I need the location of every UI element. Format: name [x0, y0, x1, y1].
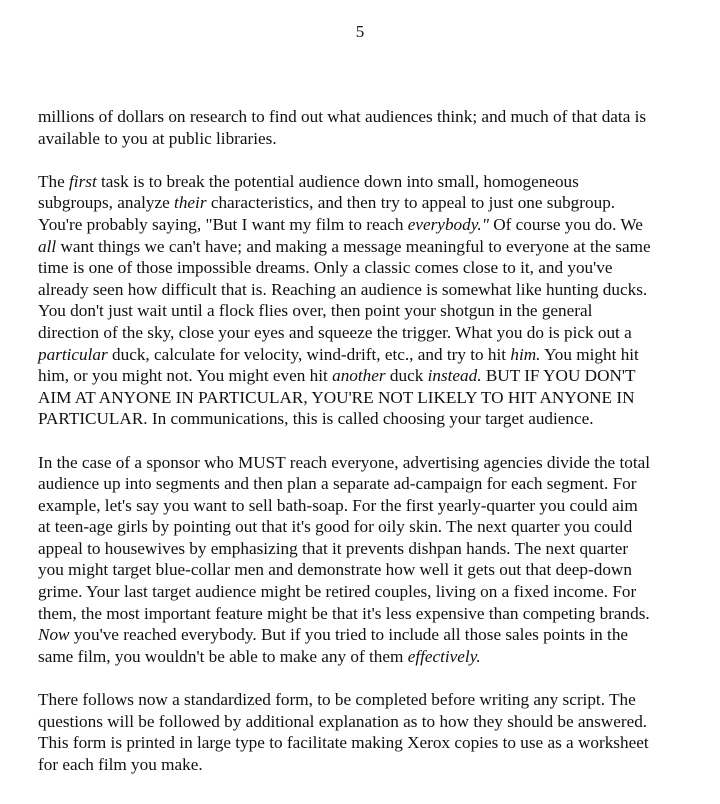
text-run: you've reached everybody. But if you tried to include all those sales points in the [69, 625, 629, 645]
paragraph [38, 106, 686, 149]
text-line [38, 473, 686, 495]
italic-text-run: particular [38, 344, 108, 364]
text-run: AIM AT ANYONE IN PARTICULAR, YOU'RE NOT LIKELY TO HIT ANYONE IN [38, 387, 635, 407]
paragraph [38, 689, 686, 775]
text-line [38, 408, 686, 430]
page-number: 5 [355, 22, 365, 41]
italic-text-run: their [174, 193, 207, 213]
italic-text-run: effectively. [407, 646, 481, 666]
text-run: Of course you do. We [488, 214, 643, 234]
text-line [38, 322, 686, 344]
text-run: You don't just wait until a flock flies over, then point your shotgun in the general [38, 301, 593, 321]
text-line [38, 344, 686, 366]
text-run: example, let's say you want to sell bath-soap. For the first yearly-quarter you could aim [38, 495, 638, 515]
text-run: characteristics, and then try to appeal to just one subgroup. [206, 193, 616, 213]
paragraph [38, 452, 686, 668]
text-run: questions will be followed by additional explanation as to how they should be answered. [38, 711, 648, 731]
text-run: you might target blue-collar men and demonstrate how well it gets out that deep-down [38, 560, 632, 580]
text-run: You're probably saying, "But I want my film to reach [38, 214, 408, 234]
text-line [38, 516, 686, 538]
text-line [38, 581, 686, 603]
text-run: millions of dollars on research to find out what audiences think; and much of that data is [38, 107, 647, 126]
text-line [38, 603, 686, 625]
text-line [38, 214, 686, 236]
text-run: duck, calculate for velocity, wind-drift, etc., and try to hit [107, 344, 511, 364]
paragraph [38, 171, 686, 430]
text-run: subgroups, analyze [38, 193, 175, 213]
text-line [38, 732, 686, 754]
text-line [38, 257, 686, 279]
text-run: The [38, 171, 70, 191]
text-run: them, the most important feature might be that it's less expensive than competing brands. [38, 603, 650, 623]
text-run: There follows now a standardized form, to be completed before writing any script. The [38, 690, 636, 710]
italic-text-run: everybody." [407, 214, 489, 234]
text-line [38, 279, 686, 301]
italic-text-run: him. [510, 344, 541, 364]
text-line [38, 711, 686, 733]
text-run: PARTICULAR. In communications, this is called choosing your target audience. [38, 409, 594, 429]
text-run: This form is printed in large type to facilitate making Xerox copies to use as a worksheet [38, 733, 649, 753]
text-run: at teen-age girls by pointing out that it's good for oily skin. The next quarter you could [38, 517, 633, 537]
text-line [38, 128, 686, 150]
text-run: appeal to housewives by emphasizing that it prevents dishpan hands. The next quarter [38, 538, 629, 558]
italic-text-run: instead. [427, 366, 482, 386]
text-run: for each film you make. [38, 754, 203, 774]
text-run: duck [385, 366, 428, 386]
text-run: want things we can't have; and making a message meaningful to everyone at the same [56, 236, 651, 256]
text-line [38, 689, 686, 711]
body-text [38, 106, 686, 797]
text-line [38, 387, 686, 409]
text-line [38, 192, 686, 214]
text-line [38, 300, 686, 322]
text-run: direction of the sky, close your eyes and squeeze the trigger. What you do is pick out a [38, 322, 632, 342]
text-line [38, 495, 686, 517]
text-run: grime. Your last target audience might be retired couples, living on a fixed income. For [38, 582, 637, 602]
text-run: In the case of a sponsor who MUST reach everyone, advertising agencies divide the total [38, 452, 651, 472]
text-line [38, 236, 686, 258]
text-run: You might hit [540, 344, 639, 364]
text-run: time is one of those impossible dreams. Only a classic comes close to it, and you've [38, 258, 613, 278]
text-line [38, 624, 686, 646]
text-line [38, 538, 686, 560]
text-run: BUT IF YOU DON'T [481, 366, 636, 386]
text-run: audience up into segments and then plan a separate ad-campaign for each segment. For [38, 474, 637, 494]
italic-text-run: another [332, 366, 386, 386]
text-run: task is to break the potential audience down into small, homogeneous [96, 171, 579, 191]
text-line [38, 171, 686, 193]
text-run: already seen how difficult that is. Reaching an audience is somewhat like hunting ducks. [38, 279, 648, 299]
italic-text-run: Now [38, 625, 70, 645]
text-line [38, 646, 686, 668]
text-run: available to you at public libraries. [38, 128, 277, 148]
text-line [38, 452, 686, 474]
italic-text-run: first [69, 171, 97, 191]
text-line [38, 754, 686, 776]
italic-text-run: all [38, 236, 57, 256]
text-line [38, 559, 686, 581]
text-run: same film, you wouldn't be able to make any of them [38, 646, 408, 666]
text-run: him, or you might not. You might even hit [38, 366, 333, 386]
text-line [38, 106, 686, 128]
text-line [38, 365, 686, 387]
